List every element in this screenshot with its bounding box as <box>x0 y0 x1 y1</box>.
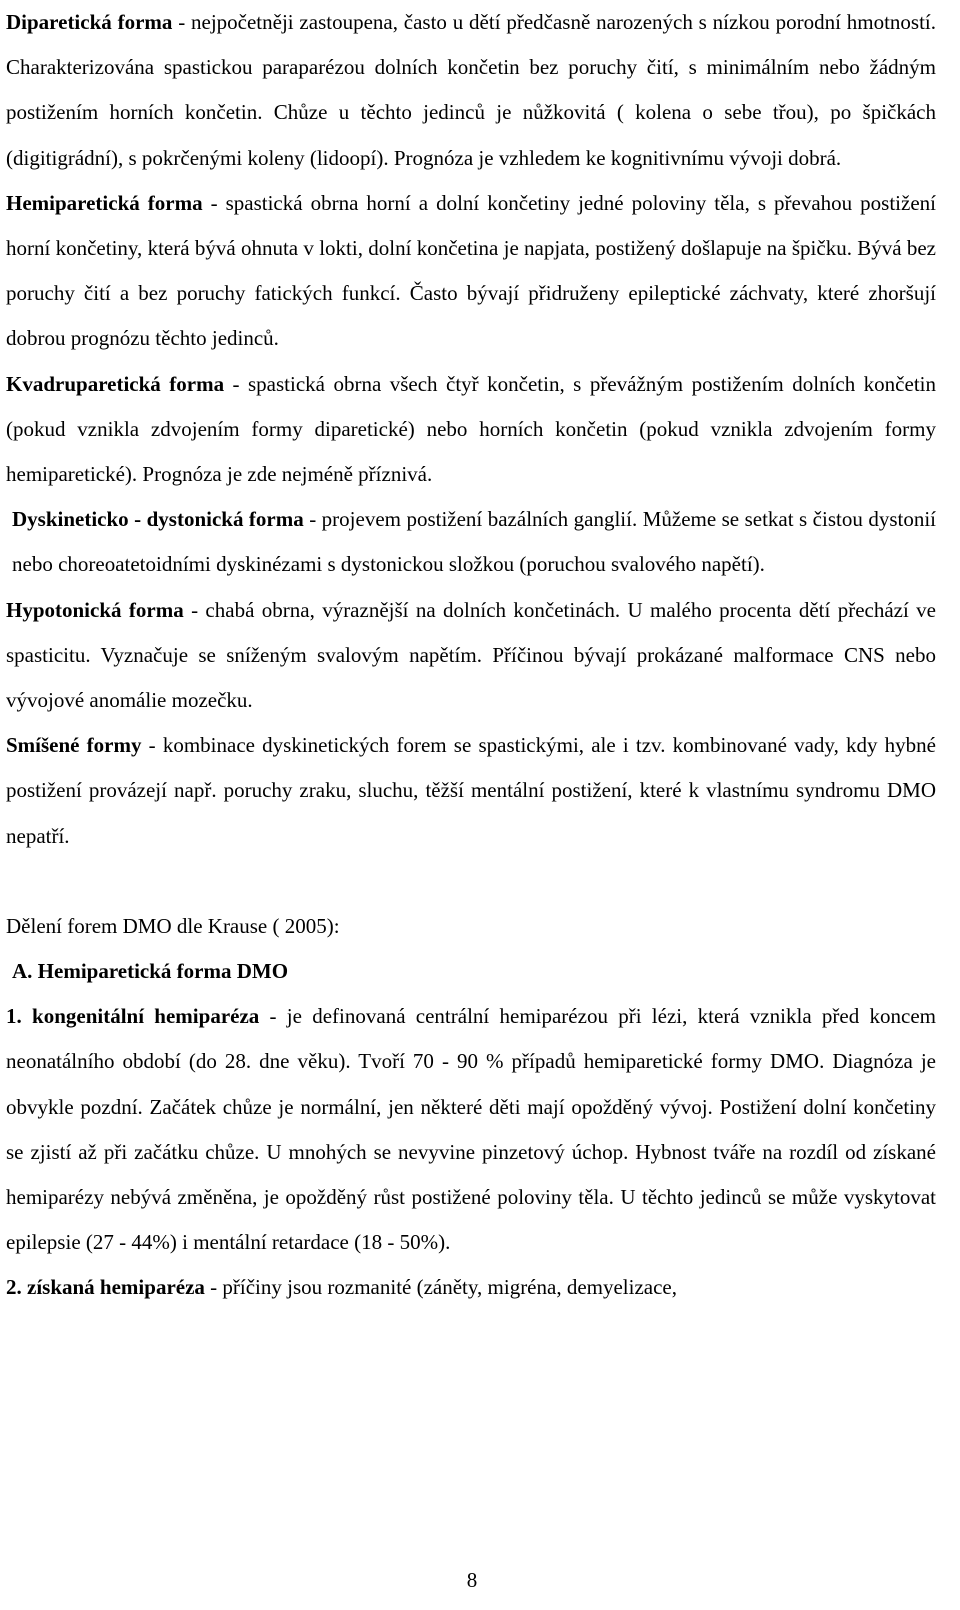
paragraph-text: - je definovaná centrální hemiparézou při lézi, která vznikla před koncem neonatálního období (do 28. dne věku). Tvoří 70 - 90 % případů hemiparetické formy DMO. Diagnóza je obvykle pozdní. Začátek chůze je normální, jen některé děti mají opožděný vývoj. Postižení dolní končetiny se zjistí až při začátku chůze. U mnohých se nevyvine pinzetový úchop. Hybnost tváře na rozdíl od získané hemiparézy nebývá změněna, je opožděný růst postižené poloviny těla. U těchto jedinců se může vyskytovat epilepsie (27 - 44%) i mentální retardace (18 - 50%). <box>6 1004 936 1255</box>
term-diparetic-form: Diparetická forma <box>6 10 173 34</box>
paragraph-text: - příčiny jsou rozmanité (záněty, migréna, demyelizace, <box>204 1275 678 1300</box>
blank-line <box>6 859 936 904</box>
term-hypotonic-form: Hypotonická forma <box>6 597 184 622</box>
document-page <box>6 0 936 1311</box>
paragraph-quadruparetic-form <box>6 362 936 498</box>
paragraph-text: - spastická obrna horní a dolní končetiny jedné poloviny těla, s převahou postižení horní končetiny, která bývá ohnuta v lokti, dolní končetina je napjata, postižený došlapuje na špičku. Bývá bez poruchy čití a bez poruchy fatických funkcí. Často bývají přidruženy epileptické záchvaty, které zhoršují dobrou prognózu těchto jedinců. <box>6 190 936 351</box>
paragraph-text: - spastická obrna všech čtyř končetin, s převážným postižením dolních končetin (pokud vznikla zdvojením formy diparetické) nebo horních končetin (pokud vznikla zdvojením formy hemiparetické). Prognóza je zde nejméně příznivá. <box>6 371 936 487</box>
term-mixed-forms: Smíšené formy <box>6 733 142 758</box>
numbered-item-congenital-hemiparesis <box>6 994 936 1265</box>
section-heading: A. Hemiparetická forma DMO <box>12 959 289 984</box>
term-acquired-hemiparesis: 2. získaná hemiparéza <box>6 1275 205 1300</box>
paragraph-text: - projevem postižení bazálních ganglií. Můžeme se setkat s čistou dystonií nebo choreoatetoidními dyskinézami s dystonickou složkou (poruchou svalového napětí). <box>12 507 936 577</box>
paragraph-text: - chabá obrna, výraznější na dolních končetinách. U malého procenta dětí přechází ve spasticitu. Vyznačuje se sníženým svalovým napětím. Příčinou bývají prokázané malformace CNS nebo vývojové anomálie mozečku. <box>6 597 936 713</box>
section-intro: Dělení forem DMO dle Krause ( 2005): <box>6 913 340 938</box>
numbered-item-acquired-hemiparesis <box>6 1265 936 1310</box>
paragraph-hemiparetic-form <box>6 181 936 362</box>
paragraph-mixed-forms <box>6 723 936 859</box>
page-number: 8 <box>466 1568 478 1592</box>
term-hemiparetic-form: Hemiparetická forma <box>6 190 203 215</box>
paragraph-text: - nejpočetněji zastoupena, často u dětí předčasně narozených s nízkou porodní hmotností. Charakterizována spastickou paraparézou dolních končetin bez poruchy čití, s minimálním nebo žádným postižením horních končetin. Chůze u těchto jedinců je nůžkovitá ( kolena o sebe třou), po špičkách (digitigrádní), s pokrčenými koleny (lidoopí). Prognóza je vzhledem ke kognitivnímu vývoji dobrá. <box>6 10 937 170</box>
term-dyskinetic-dystonic-form: Dyskineticko - dystonická forma <box>12 507 304 532</box>
paragraph-hypotonic-form <box>6 588 936 724</box>
term-quadruparetic-form: Kvadruparetická forma <box>6 371 225 396</box>
paragraph-text: - kombinace dyskinetických forem se spastickými, ale i tzv. kombinované vady, kdy hybné postižení provázejí např. poruchy zraku, sluchu, těžší mentální postižení, které k vlastnímu syndromu DMO nepatří. <box>6 733 936 848</box>
paragraph-dyskinetic-dystonic-form <box>6 497 936 587</box>
term-congenital-hemiparesis: 1. kongenitální hemiparéza <box>6 1004 260 1029</box>
paragraph-diparetic-form <box>6 0 936 181</box>
